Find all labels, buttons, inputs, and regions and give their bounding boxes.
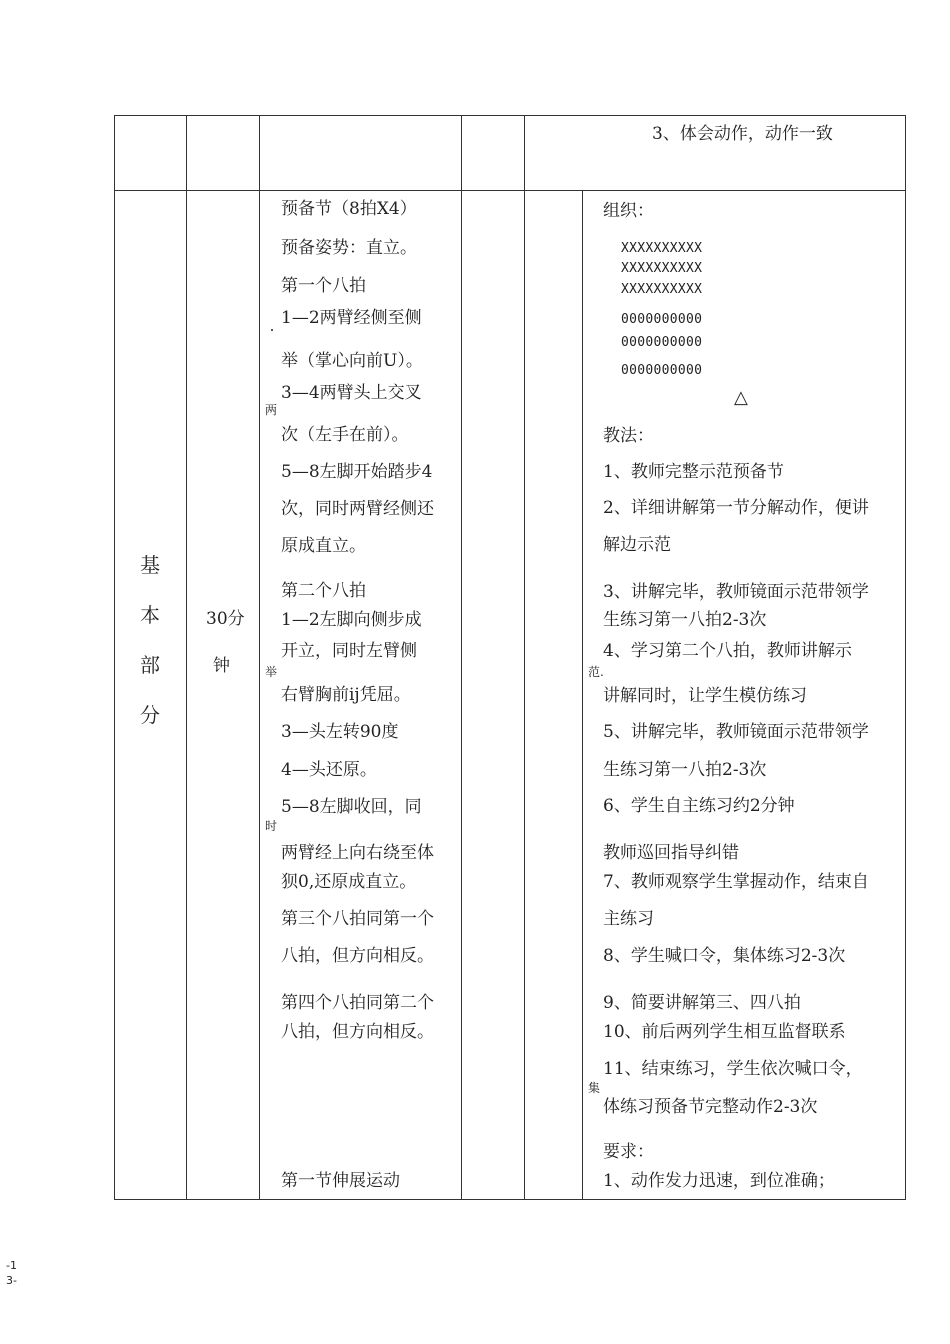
content-line: 1—2左脚向侧步成 <box>281 610 422 630</box>
content-line: 右臂胸前ij凭屈。 <box>281 685 411 705</box>
method-line: 5、讲解完毕，教师镜面示范带领学 <box>603 722 869 742</box>
formation-row-x: XXXXXXXXXX <box>621 241 703 256</box>
duration-unit: 钟 <box>213 656 230 676</box>
content-line: 5—8左脚收回，同 <box>281 797 422 817</box>
method-line: 4、学习第二个八拍，教师讲解示 <box>603 641 852 661</box>
method-line: 9、简要讲解第三、四八拍 <box>603 993 801 1013</box>
content-line: 次（左手在前）。 <box>281 425 409 445</box>
content-line: 5—8左脚开始踏步4 <box>281 462 433 482</box>
method-line: 8、学生喊口令，集体练习2-3次 <box>603 946 846 966</box>
column-divider-2 <box>259 115 260 1200</box>
method-line: 1、动作发力迅速，到位准确； <box>603 1171 835 1191</box>
method-line: 1、教师完整示范预备节 <box>603 462 784 482</box>
table-border-left <box>114 115 115 1200</box>
method-line: 11、结束练习，学生依次喊口令， <box>603 1059 863 1079</box>
teaching-method-label: 教法： <box>603 426 654 446</box>
content-line: 第二个八拍 <box>281 581 366 601</box>
content-line: 两臂经上向右绕至体 <box>281 843 434 863</box>
table-row-divider <box>114 190 906 191</box>
content-line: 第一节伸展运动 <box>281 1171 400 1191</box>
method-line: 解边示范 <box>603 535 671 555</box>
teacher-triangle-icon: △ <box>734 387 748 408</box>
method-line: 3、讲解完毕，教师镜面示范带领学 <box>603 582 869 602</box>
method-line: 生练习第一八拍2-3次 <box>603 760 767 780</box>
content-line: 八拍，但方向相反。 <box>281 946 434 966</box>
requirement-item-3: 3、体会动作，动作一致 <box>652 124 833 144</box>
organization-label: 组织： <box>603 201 654 221</box>
content-line: 原成直立。 <box>281 536 366 556</box>
content-line: 第一个八拍 <box>281 276 366 296</box>
method-line: 6、学生自主练习约2分钟 <box>603 796 795 816</box>
column-divider-3 <box>461 115 462 1200</box>
cut-off-character: 两 <box>265 403 278 417</box>
method-line: 10、前后两列学生相互监督联系 <box>603 1022 846 1042</box>
stray-mark <box>271 329 273 331</box>
content-line: 4—头还原。 <box>281 760 377 780</box>
content-line: 八拍，但方向相反。 <box>281 1022 434 1042</box>
content-line: 开立，同时左臂侧 <box>281 641 417 661</box>
content-line: 3—4两臂头上交叉 <box>281 383 422 403</box>
table-border-bottom <box>114 1199 906 1200</box>
cut-off-character: 举 <box>265 665 278 679</box>
formation-row-o: 0000000000 <box>621 363 703 378</box>
formation-row-o: 0000000000 <box>621 335 703 350</box>
section-label-char: 分 <box>140 703 160 727</box>
method-line: 教师巡回指导纠错 <box>603 843 739 863</box>
table-border-top <box>114 115 906 116</box>
column-divider-5 <box>582 190 583 1200</box>
method-line: 2、详细讲解第一节分解动作，便讲 <box>603 498 869 518</box>
column-divider-4 <box>524 115 525 1200</box>
content-line: 预备姿势：直立。 <box>281 238 417 258</box>
formation-row-x: XXXXXXXXXX <box>621 282 703 297</box>
formation-row-x: XXXXXXXXXX <box>621 261 703 276</box>
cut-off-character: 时 <box>265 819 278 833</box>
requirement-label: 要求： <box>603 1142 654 1162</box>
method-line: 7、教师观察学生掌握动作，结束自 <box>603 872 869 892</box>
method-line: 主练习 <box>603 909 654 929</box>
content-line: 第三个八拍同第一个 <box>281 909 434 929</box>
cut-off-character: 范. <box>588 665 604 679</box>
section-label-char: 本 <box>140 603 160 627</box>
content-line: 1—2两臂经侧至侧 <box>281 308 422 328</box>
section-label-char: 基 <box>140 553 160 577</box>
section-label-char: 部 <box>140 653 160 677</box>
content-line: 举（掌心向前U）。 <box>281 351 423 371</box>
method-line: 生练习第一八拍2-3次 <box>603 610 767 630</box>
formation-row-o: 0000000000 <box>621 312 703 327</box>
table-border-right <box>905 115 906 1200</box>
page-footer-mark: 3- <box>6 1274 17 1287</box>
content-line: 狈0,还原成直立。 <box>281 872 417 892</box>
cut-off-character: 集 <box>588 1081 601 1095</box>
content-line: 3—头左转90度 <box>281 722 399 742</box>
method-line: 体练习预备节完整动作2-3次 <box>603 1097 818 1117</box>
method-line: 讲解同时，让学生模仿练习 <box>603 686 807 706</box>
duration-value: 30分 <box>206 609 245 629</box>
content-line: 预备节（8拍X4） <box>281 199 417 219</box>
column-divider-1 <box>186 115 187 1200</box>
content-line: 次，同时两臂经侧还 <box>281 499 434 519</box>
content-line: 第四个八拍同第二个 <box>281 993 434 1013</box>
page-footer-mark: -1 <box>6 1259 17 1272</box>
